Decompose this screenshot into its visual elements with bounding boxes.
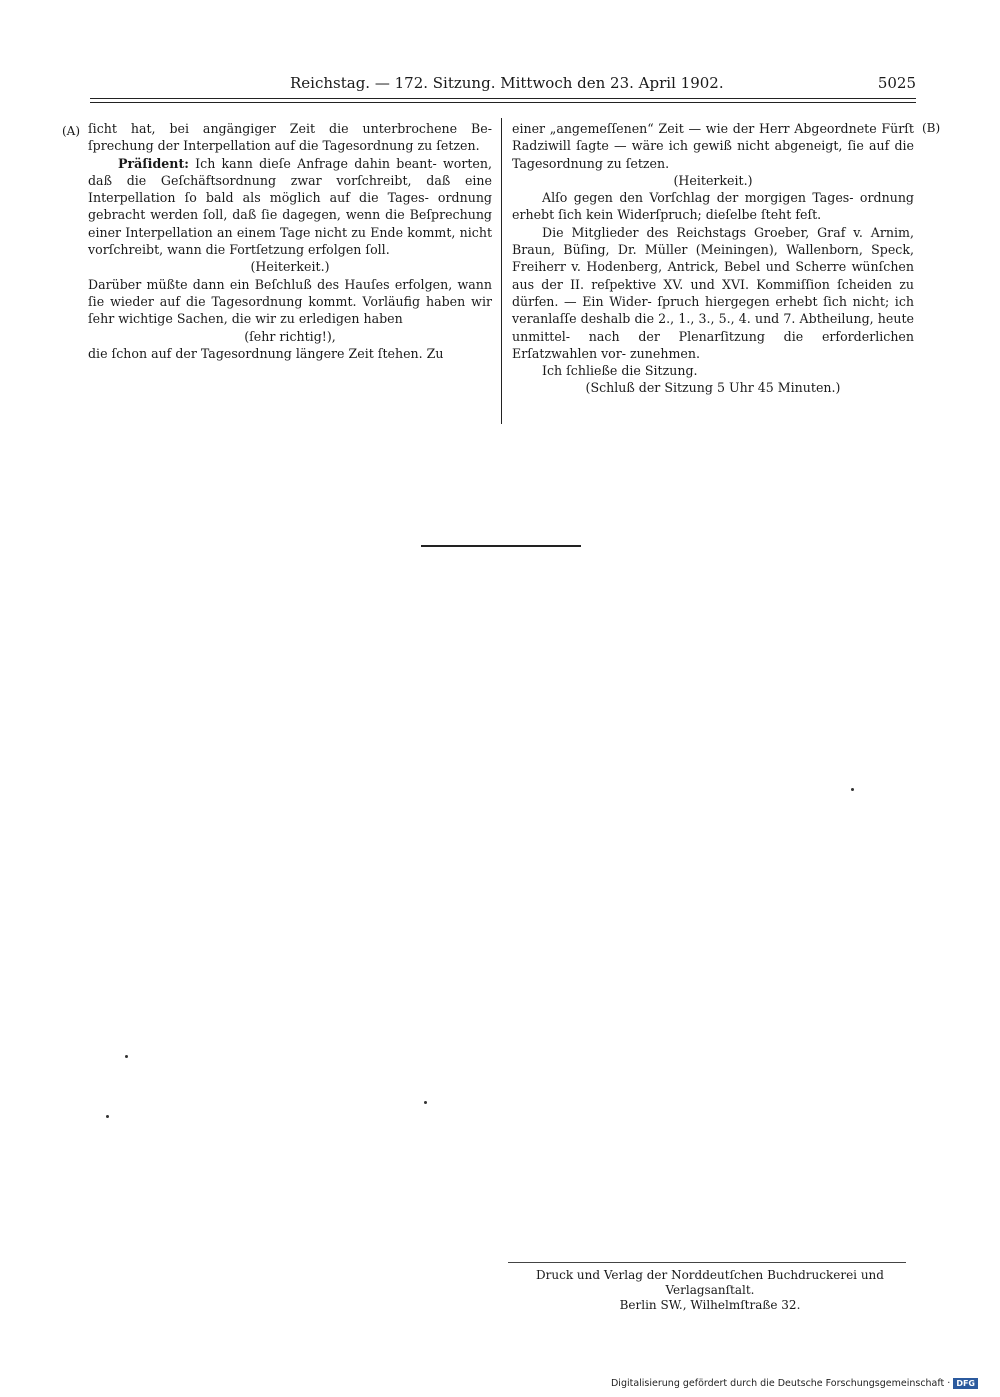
margin-marker-a: (A)	[62, 124, 81, 138]
header-rule-thin	[90, 102, 916, 103]
margin-marker-b: (B)	[922, 121, 941, 135]
right-paragraph-2: Alſo gegen den Vorſchlag der morgigen Tages- ordnung erhebt ſich kein Widerſpruch; dieſelbe ſteht feſt.	[512, 190, 914, 223]
imprint-rule	[508, 1262, 906, 1263]
speaker-label: Präſident:	[118, 155, 189, 171]
imprint-line-1: Druck und Verlag der Norddeutſchen Buchdruckerei und Verlagsanſtalt.	[536, 1268, 884, 1297]
right-paragraph-4: Ich ſchließe die Sitzung.	[542, 363, 698, 379]
end-rule	[421, 545, 581, 547]
right-paragraph-3: Die Mitglieder des Reichstags Groeber, Graf v. Arnim, Braun, Büſing, Dr. Müller (Meiningen), Wallenborn, Speck, Freiherr v. Hodenberg, Antrick, Bebel und Scherre wünſchen aus der II. reſpektive XV. und XVI. Kommiſſion ſcheiden zu dürfen. — Ein Wider- ſpruch hiergegen erhebt ſich nicht; ich veranlaſſe deshalb die 2., 1., 3., 5., 4. und 7. Abtheilung, heute unmittel- nach der Plenarſitzung die erforderlichen Erſatzwahlen vor- zunehmen.	[512, 224, 914, 361]
speck	[106, 1115, 109, 1118]
right-paragraph-1: einer „angemeſſenen“ Zeit — wie der Herr Abgeordnete Fürſt Radziwill ſagte — wäre ich gewiß nicht abgeneigt, ſie auf die Tagesordnung zu ſetzen.	[512, 121, 914, 171]
speck	[125, 1055, 128, 1058]
header-title: Reichstag. — 172. Sitzung. Mittwoch den 23. April 1902.	[290, 74, 724, 92]
column-divider	[501, 118, 502, 424]
left-paragraph-1: ſicht hat, bei angängiger Zeit die unterbrochene Be- ſprechung der Interpellation auf die Tagesordnung zu ſetzen.	[88, 121, 492, 154]
digitization-credit-text: Digitalisierung gefördert durch die Deutsche Forschungsgemeinschaft ·	[610, 1378, 951, 1389]
left-paragraph-2	[88, 155, 492, 259]
left-column	[88, 120, 492, 362]
page-number: 5025	[877, 74, 916, 92]
left-paragraph-4: die ſchon auf der Tagesordnung längere Zeit ſtehen. Zu	[88, 345, 444, 361]
stage-direction-3: (Heiterkeit.)	[673, 172, 753, 188]
session-closing: (Schluß der Sitzung 5 Uhr 45 Minuten.)	[585, 380, 841, 396]
left-paragraph-3: Darüber müßte dann ein Beſchluß des Hauſes erfolgen, wann ſie wieder auf die Tagesordnung kommt. Vorläufig haben wir ſehr wichtige Sachen, die wir zu erledigen haben	[88, 276, 492, 327]
right-column	[512, 120, 914, 397]
left-paragraph-2-text: Ich kann dieſe Anfrage dahin beant- worten, daß die Geſchäftsordnung zwar vorſchreibt, daß eine Interpellation ſo bald als möglich auf die Tages- ordnung gebracht werden ſoll, daß ſie dagegen, wenn die Beſprechung einer Interpellation an einem Tage nicht zu Ende kommt, nicht vorſchreibt, wann die Fortſetzung erfolgen ſoll.	[88, 155, 492, 258]
imprint-line-2: Berlin SW., Wilhelmſtraße 32.	[619, 1298, 801, 1312]
running-header	[90, 74, 916, 98]
speck	[851, 788, 854, 791]
stage-direction-2: (ſehr richtig!),	[244, 328, 336, 344]
dfg-logo: DFG	[953, 1378, 978, 1389]
digitization-credit	[611, 1378, 978, 1389]
speck	[424, 1101, 427, 1104]
imprint	[500, 1268, 920, 1313]
stage-direction-1: (Heiterkeit.)	[250, 259, 330, 275]
header-rule-thick	[90, 98, 916, 99]
